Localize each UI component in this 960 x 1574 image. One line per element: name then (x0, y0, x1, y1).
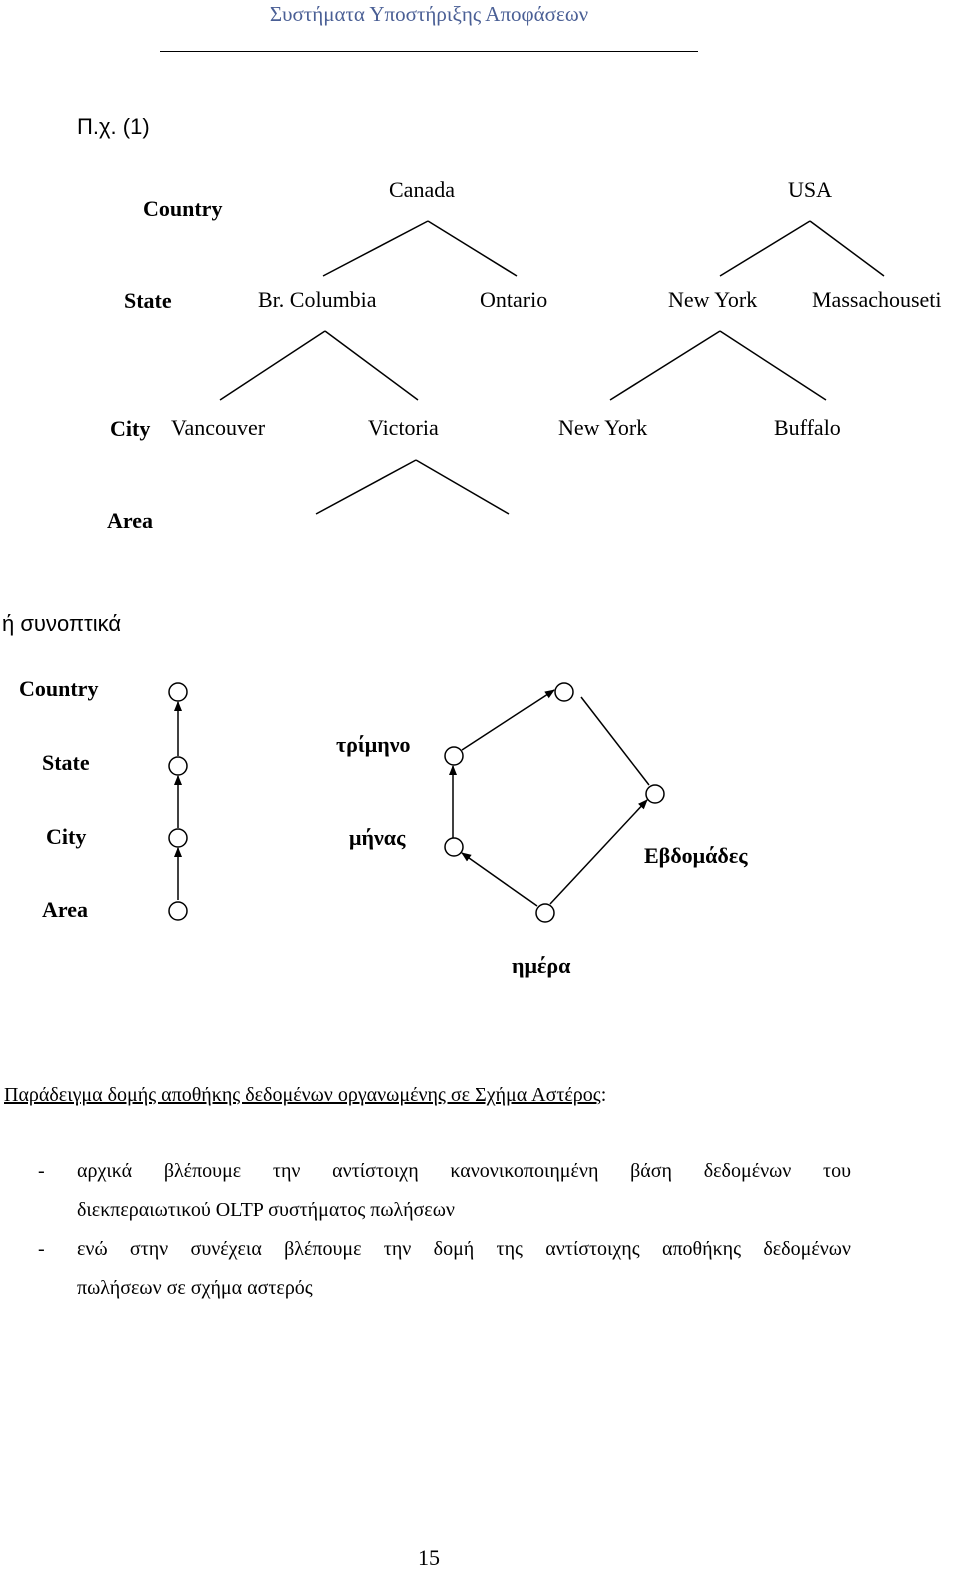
tree-level-country: Country (143, 196, 223, 221)
word: συνέχεια (190, 1238, 262, 1260)
hierarchy-label-city: City (46, 824, 87, 849)
tree-edge-usa-mass (810, 221, 884, 276)
time-node-day (536, 904, 554, 922)
tree-node-vancouver: Vancouver (171, 415, 266, 440)
word: αρχικά (77, 1160, 133, 1182)
bullet-2-line-2: πωλήσεων σε σχήμα αστερός (77, 1277, 313, 1299)
bullet-2-line-1 (77, 1238, 851, 1261)
tree-edge-bc-vancouver (220, 331, 325, 400)
word: στην (129, 1238, 169, 1260)
word: την (383, 1238, 412, 1260)
hierarchy-label-country: Country (19, 676, 99, 701)
tree-node-ontario: Ontario (480, 287, 548, 312)
tree-edge-canada-ontario (428, 221, 517, 276)
page-number: 15 (418, 1545, 440, 1570)
word: αντίστοιχη (332, 1160, 419, 1182)
tree-node-new-york-state: New York (668, 287, 758, 312)
hierarchy-node-area (169, 902, 187, 920)
word: κανονικοποιημένη (450, 1160, 599, 1182)
word: αντίστοιχης (545, 1238, 640, 1260)
time-arrow-day-month (462, 853, 537, 906)
word: βλέπουμε (284, 1238, 362, 1260)
tree-edge-victoria-area2 (416, 460, 509, 514)
word: του (823, 1160, 851, 1182)
word: βλέπουμε (163, 1160, 242, 1182)
summary-label: ή συνοπτικά (2, 611, 122, 636)
tree-node-new-york-city: New York (558, 415, 648, 440)
word: αποθήκης (661, 1238, 742, 1260)
tree-level-city: City (110, 416, 151, 441)
word: δεδομένων (703, 1160, 792, 1182)
tree-node-br-columbia: Br. Columbia (258, 287, 377, 312)
hierarchy-node-country (169, 683, 187, 701)
caption-text: Παράδειγμα δομής αποθήκης δεδομένων οργανωμένης σε Σχήμα Αστέρος (4, 1084, 601, 1106)
tree-node-massachouseti: Massachouseti (812, 287, 942, 312)
time-label-quarter: τρίμηνο (336, 732, 411, 757)
tree-edge-victoria-area1 (316, 460, 416, 514)
word: την (272, 1160, 301, 1182)
hierarchy-node-city (169, 829, 187, 847)
tree-level-area: Area (107, 508, 154, 533)
word: βάση (630, 1160, 673, 1182)
bullet-marker-2: - (38, 1238, 45, 1260)
time-arrow-quarter-year (462, 690, 554, 750)
bullet-marker-1: - (38, 1160, 45, 1182)
page-header-title: Συστήματα Υποστήριξης Αποφάσεων (269, 2, 589, 26)
tree-edge-ny-newyork (610, 331, 720, 400)
time-arrow-day-weeks (550, 800, 647, 904)
time-label-day: ημέρα (512, 953, 571, 978)
tree-edge-canada-bc (323, 221, 428, 276)
time-label-weeks: Εβδομάδες (644, 843, 748, 868)
example-label: Π.χ. (1) (77, 114, 150, 139)
hierarchy-label-state: State (42, 750, 90, 775)
word: δομή (433, 1238, 475, 1260)
time-edge-year-weeks (581, 697, 649, 785)
time-label-month: μήνας (349, 825, 406, 850)
tree-node-buffalo: Buffalo (774, 415, 841, 440)
word: της (496, 1238, 523, 1260)
hierarchy-label-area: Area (42, 897, 89, 922)
word: ενώ (77, 1238, 108, 1260)
time-node-quarter (445, 747, 463, 765)
tree-node-usa: USA (788, 177, 833, 202)
tree-node-canada: Canada (389, 177, 455, 202)
caption-colon: : (600, 1084, 607, 1106)
word: δεδομένων (763, 1238, 851, 1260)
tree-level-state: State (124, 288, 172, 313)
tree-edge-bc-victoria (325, 331, 418, 400)
caption (4, 1084, 606, 1107)
tree-edge-usa-ny (720, 221, 810, 276)
time-node-weeks (646, 785, 664, 803)
bullet-1-line-2: διεκπεραιωτικού OLTP συστήματος πωλήσεων (77, 1199, 455, 1221)
tree-node-victoria: Victoria (368, 415, 439, 440)
tree-edge-ny-buffalo (720, 331, 826, 400)
time-node-year (555, 683, 573, 701)
time-node-month (445, 838, 463, 856)
hierarchy-node-state (169, 757, 187, 775)
bullet-1-line-1 (77, 1160, 851, 1183)
